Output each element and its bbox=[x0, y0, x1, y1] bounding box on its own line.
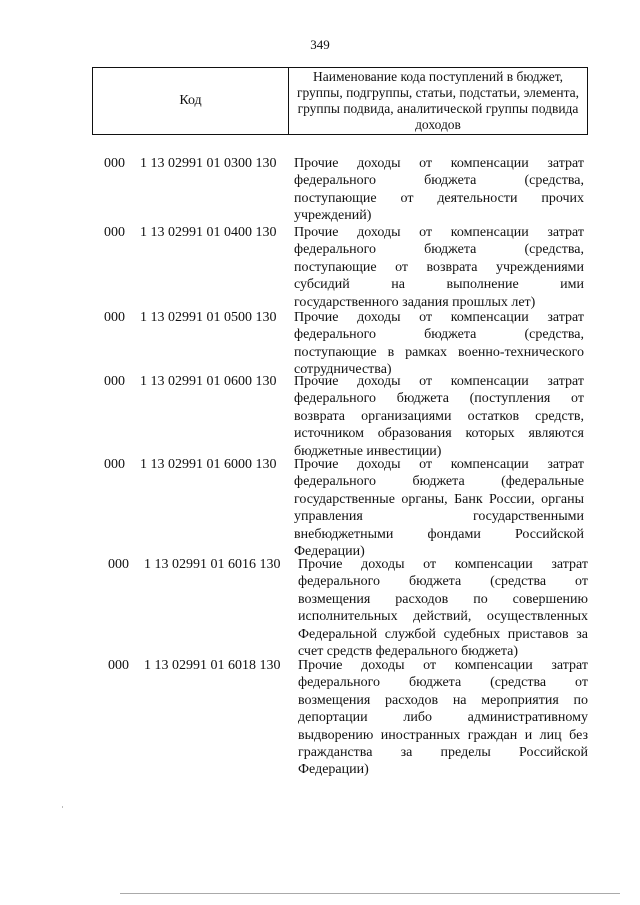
description-line: источником образования которых являются bbox=[294, 426, 584, 442]
table-header bbox=[92, 67, 588, 135]
admin-code: 000 bbox=[108, 557, 129, 572]
description-line: гражданства за пределы Российской bbox=[298, 745, 588, 761]
description-line: Федерации) bbox=[298, 762, 369, 778]
description-line: поступающие в рамках военно-технического bbox=[294, 344, 584, 360]
admin-code: 000 bbox=[108, 658, 129, 673]
admin-code: 000 bbox=[104, 225, 125, 240]
header-code-cell: Код bbox=[93, 68, 289, 134]
description-line: возмещения расходов на мероприятия по bbox=[298, 692, 588, 708]
revenue-code: 1 13 02991 01 0500 130 bbox=[140, 310, 277, 325]
description-line: бюджетные инвестиции) bbox=[294, 443, 442, 459]
description-line: федерального бюджета (средства от bbox=[298, 574, 588, 590]
description-line: возмещения расходов по совершению bbox=[298, 591, 588, 607]
scan-speck bbox=[62, 806, 63, 808]
description-line: федерального бюджета (поступления от bbox=[294, 391, 584, 407]
description-line: учреждений) bbox=[294, 208, 372, 224]
description-line: возврата организациями остатков средств, bbox=[294, 408, 584, 424]
description-line: федерального бюджета (федеральные bbox=[294, 474, 584, 490]
description-line: Прочие доходы от компенсации затрат bbox=[294, 310, 584, 325]
revenue-code: 1 13 02991 01 6018 130 bbox=[144, 658, 281, 673]
revenue-code: 1 13 02991 01 0400 130 bbox=[140, 225, 277, 240]
description-line: счет средств федерального бюджета) bbox=[298, 644, 519, 660]
revenue-description bbox=[294, 456, 584, 560]
admin-code: 000 bbox=[104, 457, 125, 472]
description-line: государственные органы, Банк России, органы bbox=[294, 491, 584, 507]
revenue-description bbox=[294, 373, 584, 460]
description-line: Прочие доходы от компенсации затрат bbox=[298, 557, 588, 572]
description-line: поступающие от деятельности прочих bbox=[294, 190, 584, 206]
revenue-code: 1 13 02991 01 6016 130 bbox=[144, 557, 281, 572]
description-line: федерального бюджета (средства, bbox=[294, 173, 584, 189]
description-line: Федеральной службой судебных приставов за bbox=[298, 626, 588, 642]
description-line: федерального бюджета (средства, bbox=[294, 327, 584, 343]
admin-code: 000 bbox=[104, 374, 125, 389]
description-line: Прочие доходы от компенсации затрат bbox=[294, 156, 584, 171]
description-line: федерального бюджета (средства от bbox=[298, 675, 588, 691]
header-name-cell: Наименование кода поступлений в бюджет, группы, подгруппы, статьи, подстатьи, элемента, группы подвида, аналитической группы подвида доходов bbox=[296, 69, 580, 132]
page-number: 349 bbox=[310, 37, 330, 52]
revenue-description bbox=[294, 309, 584, 379]
description-line: поступающие от возврата учреждениями bbox=[294, 259, 584, 275]
revenue-description bbox=[298, 657, 588, 779]
description-line: государственного задания прошлых лет) bbox=[294, 294, 536, 310]
description-line: депортации либо административному bbox=[298, 710, 588, 726]
revenue-code: 1 13 02991 01 0600 130 bbox=[140, 374, 277, 389]
revenue-description bbox=[294, 224, 584, 311]
description-line: выдворению иностранных граждан и лиц без bbox=[298, 727, 588, 743]
description-line: управления государственными bbox=[294, 509, 584, 525]
description-line: исполнительных действий, осуществленных bbox=[298, 609, 588, 625]
description-line: сотрудничества) bbox=[294, 362, 392, 378]
description-line: Федерации) bbox=[294, 544, 365, 560]
revenue-code: 1 13 02991 01 6000 130 bbox=[140, 457, 277, 472]
revenue-description bbox=[298, 556, 588, 660]
bottom-rule bbox=[120, 893, 620, 894]
description-line: Прочие доходы от компенсации затрат bbox=[294, 374, 584, 389]
description-line: федерального бюджета (средства, bbox=[294, 242, 584, 258]
admin-code: 000 bbox=[104, 310, 125, 325]
description-line: Прочие доходы от компенсации затрат bbox=[298, 658, 588, 673]
description-line: Прочие доходы от компенсации затрат bbox=[294, 457, 584, 472]
description-line: внебюджетными фондами Российской bbox=[294, 526, 584, 542]
description-line: субсидий на выполнение ими bbox=[294, 277, 584, 293]
description-line: Прочие доходы от компенсации затрат bbox=[294, 225, 584, 240]
revenue-description bbox=[294, 155, 584, 225]
revenue-code: 1 13 02991 01 0300 130 bbox=[140, 156, 277, 171]
admin-code: 000 bbox=[104, 156, 125, 171]
